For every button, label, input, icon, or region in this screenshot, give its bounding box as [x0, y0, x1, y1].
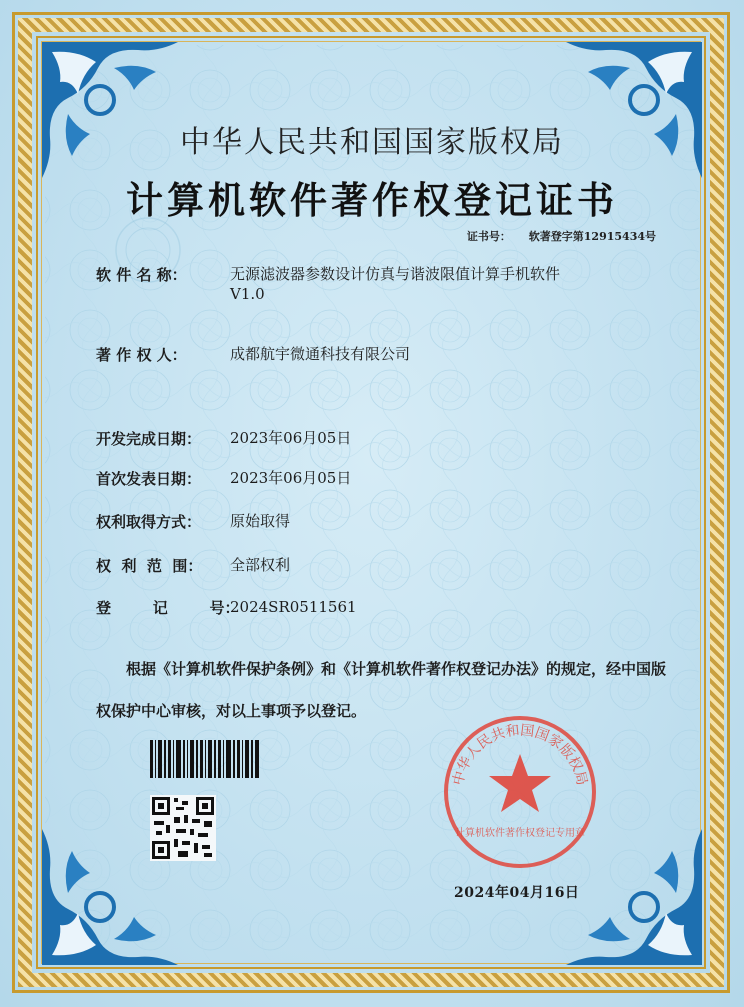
- field-value: 成都航宇微通科技有限公司: [230, 345, 411, 363]
- field-value: 原始取得: [230, 512, 291, 530]
- field-completion-date: [96, 428, 660, 449]
- qr-code-icon: [150, 795, 216, 861]
- field-acquisition-method: [96, 511, 660, 532]
- barcode-icon: [150, 740, 260, 778]
- issuing-agency: 中华人民共和国国家版权局: [180, 125, 564, 160]
- field-label: 登 记 号：: [96, 599, 240, 617]
- field-value: 2024SR0511561: [230, 598, 357, 616]
- certificate-title: 计算机软件著作权登记证书: [126, 178, 618, 222]
- field-label: 软 件 名 称：: [96, 266, 187, 284]
- registration-statement: 根据《计算机软件保护条例》和《计算机软件著作权登记办法》的规定，经中国版权保护中心审核，对以上事项予以登记。: [96, 660, 667, 720]
- field-software-name: [96, 264, 660, 304]
- corner-ornament-icon: [38, 38, 188, 188]
- certificate-number: [467, 228, 656, 244]
- corner-ornament-icon: [556, 38, 706, 188]
- certificate-number-value: 软著登字第12915434号: [528, 230, 656, 243]
- field-value: 2023年06月05日: [230, 429, 352, 447]
- field-label: 开发完成日期：: [96, 430, 202, 448]
- seal-inner-text: 计算机软件著作权登记专用章: [455, 828, 585, 839]
- field-value: 全部权利: [230, 556, 291, 574]
- field-label: 著 作 权 人：: [96, 346, 187, 364]
- seal-outer-text: 中华人民共和国国家版权局: [450, 722, 590, 787]
- official-seal-icon: [440, 712, 600, 872]
- field-copyright-owner: [96, 344, 660, 365]
- certificate-number-label: 证书号：: [466, 230, 511, 243]
- field-registration-number: [96, 597, 660, 618]
- field-value: 2023年06月05日: [230, 469, 352, 487]
- field-label: 权利取得方式：: [96, 513, 202, 531]
- field-label: 权 利 范 围：: [96, 557, 203, 575]
- field-value: 无源滤波器参数设计仿真与谐波限值计算手机软件 V1.0: [230, 265, 561, 303]
- field-rights-scope: [96, 555, 660, 576]
- field-publication-date: [96, 468, 660, 489]
- issue-date: 2024年04月16日: [454, 885, 580, 901]
- field-label: 首次发表日期：: [96, 470, 202, 488]
